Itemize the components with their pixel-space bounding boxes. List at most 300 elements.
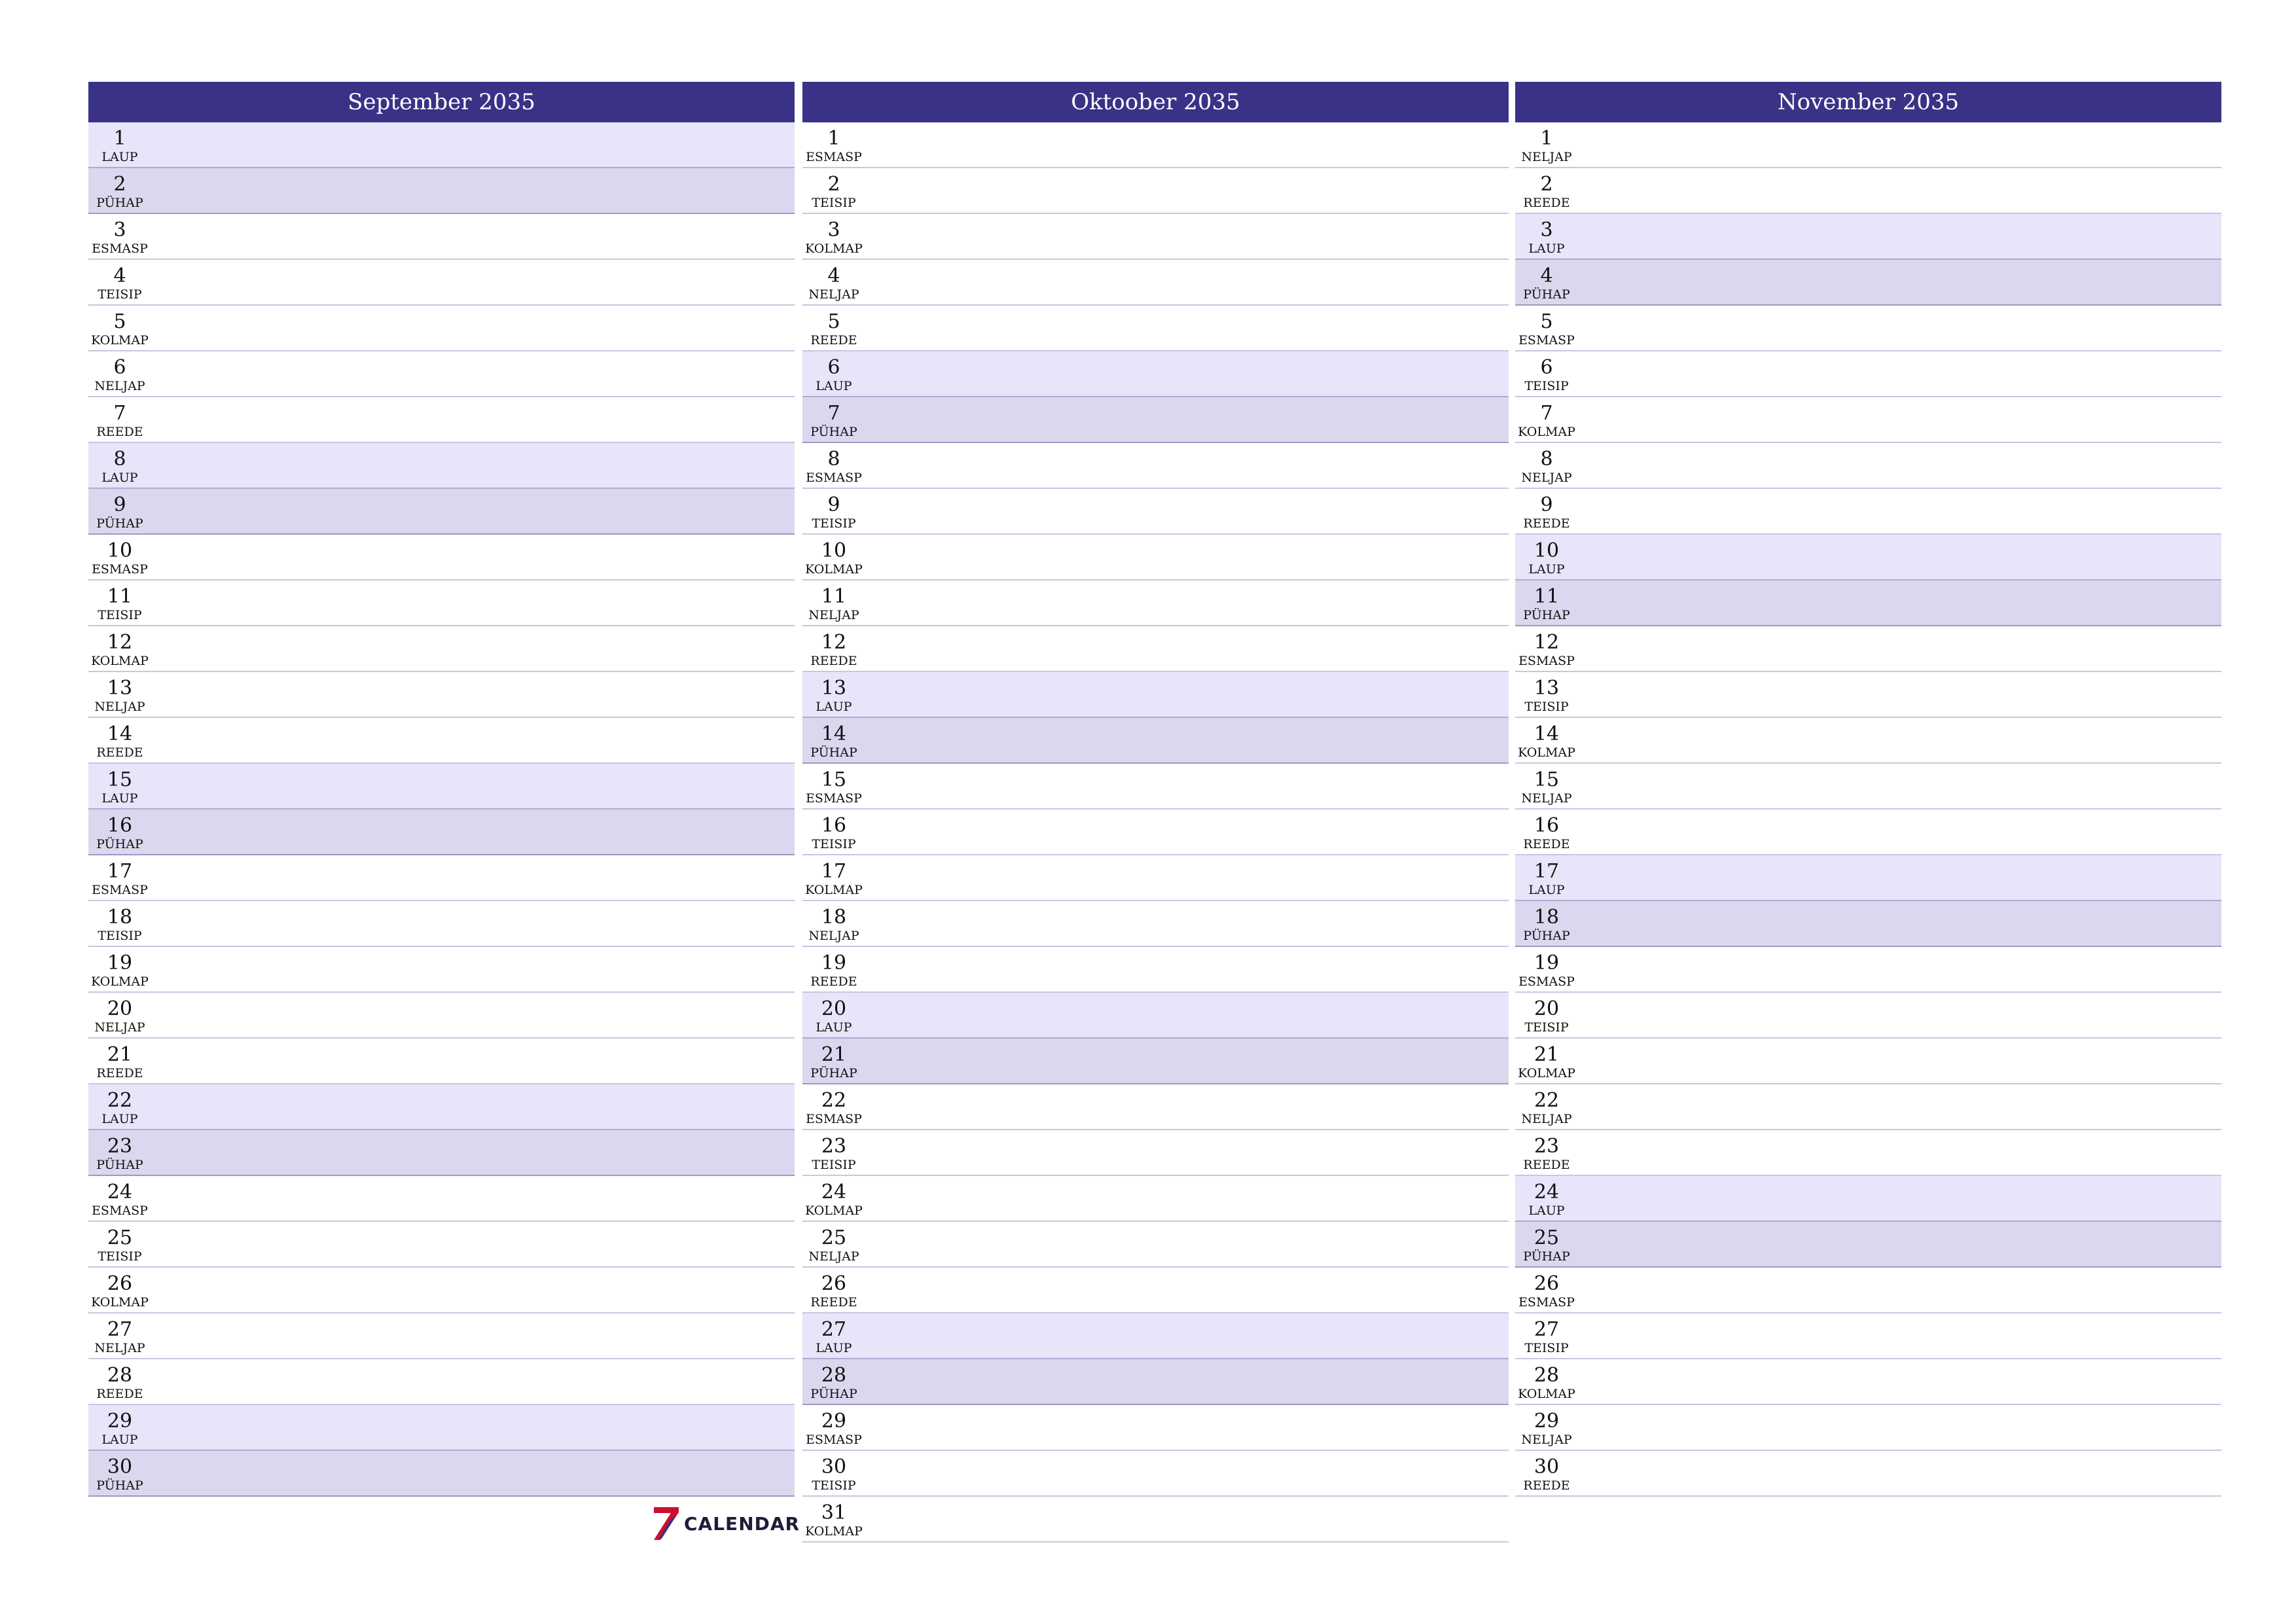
day-label (1515, 1084, 1578, 1126)
weekday-name: TEISIP (812, 516, 856, 531)
day-label (88, 397, 151, 438)
day-row (1515, 397, 2221, 443)
day-row (88, 1313, 795, 1359)
day-label (88, 122, 151, 164)
weekday-name: KOLMAP (805, 562, 863, 577)
day-label (802, 764, 865, 805)
day-label (88, 1313, 151, 1355)
day-number: 27 (107, 1318, 133, 1341)
weekday-name: LAUP (816, 1020, 852, 1035)
day-number: 26 (107, 1272, 133, 1295)
day-list (802, 122, 1509, 1543)
weekday-name: LAUP (101, 791, 138, 806)
day-label (802, 993, 865, 1034)
day-number: 29 (107, 1410, 133, 1433)
day-label (88, 947, 151, 988)
day-number: 27 (1534, 1318, 1560, 1341)
day-row (802, 1039, 1509, 1084)
weekday-name: ESMASP (1518, 1295, 1575, 1310)
day-label (1515, 260, 1578, 301)
day-row (802, 1084, 1509, 1130)
day-number: 14 (107, 722, 133, 745)
day-number: 10 (1534, 539, 1560, 562)
day-number: 19 (821, 952, 847, 974)
weekday-name: REEDE (1523, 1158, 1570, 1172)
day-label (1515, 993, 1578, 1034)
weekday-name: PÜHAP (96, 837, 143, 851)
day-label (1515, 489, 1578, 530)
weekday-name: LAUP (1528, 241, 1565, 256)
day-label (88, 260, 151, 301)
day-row (802, 1176, 1509, 1222)
day-label (802, 718, 865, 759)
weekday-name: KOLMAP (805, 241, 863, 256)
day-number: 3 (827, 219, 840, 241)
day-label (1515, 397, 1578, 438)
weekday-name: KOLMAP (805, 883, 863, 897)
day-label (1515, 306, 1578, 347)
day-number: 14 (821, 722, 847, 745)
day-row (802, 718, 1509, 764)
day-number: 15 (1534, 768, 1560, 791)
day-row (802, 214, 1509, 260)
day-label (1515, 351, 1578, 393)
day-label (802, 1313, 865, 1355)
weekday-name: KOLMAP (91, 333, 149, 348)
day-number: 6 (1540, 356, 1553, 379)
weekday-name: KOLMAP (91, 974, 149, 989)
day-number: 28 (107, 1364, 133, 1387)
day-number: 13 (107, 677, 133, 700)
weekday-name: LAUP (1528, 562, 1565, 577)
day-number: 22 (107, 1089, 133, 1112)
weekday-name: ESMASP (806, 1112, 862, 1126)
weekday-name: NELJAP (808, 1249, 859, 1264)
day-label (1515, 1313, 1578, 1355)
day-row (1515, 580, 2221, 626)
day-number: 8 (1540, 448, 1553, 471)
day-number: 4 (1540, 264, 1553, 287)
day-row (88, 764, 795, 810)
day-label (802, 214, 865, 255)
day-number: 13 (1534, 677, 1560, 700)
day-row (1515, 260, 2221, 306)
weekday-name: TEISIP (1524, 700, 1569, 714)
day-row (88, 535, 795, 580)
brand-text: CALENDAR (684, 1512, 800, 1535)
day-row (88, 1130, 795, 1176)
day-number: 11 (821, 585, 847, 608)
weekday-name: ESMASP (1518, 333, 1575, 348)
weekday-name: REEDE (96, 425, 143, 439)
day-row (802, 397, 1509, 443)
day-row (802, 1313, 1509, 1359)
weekday-name: LAUP (1528, 1204, 1565, 1218)
day-label (88, 672, 151, 713)
day-row (88, 1176, 795, 1222)
day-number: 8 (113, 448, 126, 471)
day-number: 1 (827, 127, 840, 150)
day-row (1515, 1313, 2221, 1359)
weekday-name: NELJAP (1521, 1433, 1572, 1447)
day-row (1515, 1359, 2221, 1405)
weekday-name: REEDE (96, 1387, 143, 1401)
weekday-name: PÜHAP (810, 425, 857, 439)
day-row (1515, 672, 2221, 718)
weekday-name: REEDE (1523, 516, 1570, 531)
day-row (1515, 122, 2221, 168)
weekday-name: TEISIP (1524, 1020, 1569, 1035)
day-row (88, 626, 795, 672)
month-title: Oktoober 2035 (802, 82, 1509, 122)
day-number: 17 (1534, 860, 1560, 883)
day-label (802, 1405, 865, 1446)
weekday-name: KOLMAP (91, 1295, 149, 1310)
day-row (88, 260, 795, 306)
day-number: 4 (113, 264, 126, 287)
day-label (802, 626, 865, 668)
weekday-name: NELJAP (94, 1341, 145, 1355)
weekday-name: TEISIP (98, 287, 142, 302)
day-row (1515, 993, 2221, 1039)
day-number: 24 (107, 1181, 133, 1204)
day-label (1515, 1268, 1578, 1309)
weekday-name: TEISIP (98, 608, 142, 622)
weekday-name: ESMASP (806, 471, 862, 485)
weekday-name: TEISIP (98, 929, 142, 943)
day-row (1515, 810, 2221, 855)
day-label (88, 168, 151, 209)
month-title: November 2035 (1515, 82, 2221, 122)
day-row (802, 1130, 1509, 1176)
day-number: 7 (113, 402, 126, 425)
weekday-name: ESMASP (1518, 974, 1575, 989)
weekday-name: ESMASP (92, 1204, 148, 1218)
weekday-name: TEISIP (812, 1478, 856, 1493)
day-row (802, 1405, 1509, 1451)
weekday-name: NELJAP (1521, 791, 1572, 806)
day-row (1515, 1176, 2221, 1222)
day-label (1515, 626, 1578, 668)
weekday-name: REEDE (1523, 1478, 1570, 1493)
day-label (802, 397, 865, 438)
day-label (802, 901, 865, 942)
weekday-name: REEDE (810, 333, 857, 348)
weekday-name: PÜHAP (810, 1066, 857, 1080)
day-label (88, 489, 151, 530)
day-label (802, 1084, 865, 1126)
day-row (88, 947, 795, 993)
weekday-name: ESMASP (92, 241, 148, 256)
day-row (1515, 1039, 2221, 1084)
day-number: 18 (1534, 906, 1560, 929)
day-label (802, 672, 865, 713)
day-row (802, 122, 1509, 168)
day-number: 20 (107, 997, 133, 1020)
day-row (802, 535, 1509, 580)
day-label (88, 1039, 151, 1080)
day-label (1515, 1222, 1578, 1263)
day-label (88, 1405, 151, 1446)
day-row (88, 443, 795, 489)
weekday-name: NELJAP (94, 700, 145, 714)
day-number: 18 (107, 906, 133, 929)
day-label (88, 351, 151, 393)
day-row (1515, 1130, 2221, 1176)
day-number: 21 (821, 1043, 847, 1066)
day-label (802, 855, 865, 897)
day-row (1515, 1084, 2221, 1130)
weekday-name: NELJAP (808, 929, 859, 943)
weekday-name: LAUP (1528, 883, 1565, 897)
day-row (802, 443, 1509, 489)
day-number: 1 (113, 127, 126, 150)
day-label (88, 855, 151, 897)
day-label (88, 810, 151, 851)
day-label (1515, 947, 1578, 988)
weekday-name: NELJAP (1521, 471, 1572, 485)
day-number: 9 (827, 493, 840, 516)
weekday-name: NELJAP (1521, 150, 1572, 164)
day-number: 22 (821, 1089, 847, 1112)
day-number: 5 (827, 310, 840, 333)
day-number: 24 (821, 1181, 847, 1204)
day-row (802, 855, 1509, 901)
day-number: 19 (1534, 952, 1560, 974)
weekday-name: KOLMAP (1518, 425, 1575, 439)
day-label (1515, 1451, 1578, 1492)
day-label (88, 535, 151, 576)
day-row (88, 580, 795, 626)
day-row (88, 122, 795, 168)
seven-logo-icon (653, 1506, 680, 1541)
day-label (88, 1451, 151, 1492)
day-label (802, 947, 865, 988)
weekday-name: REEDE (1523, 196, 1570, 210)
day-number: 11 (107, 585, 133, 608)
day-label (88, 306, 151, 347)
weekday-name: ESMASP (806, 791, 862, 806)
day-row (802, 306, 1509, 351)
day-label (1515, 1039, 1578, 1080)
day-row (1515, 855, 2221, 901)
day-number: 16 (107, 814, 133, 837)
day-label (88, 1176, 151, 1217)
day-label (1515, 901, 1578, 942)
day-label (88, 1084, 151, 1126)
day-label (88, 1130, 151, 1171)
day-row (1515, 901, 2221, 947)
weekday-name: TEISIP (812, 837, 856, 851)
day-row (802, 1268, 1509, 1313)
day-row (1515, 535, 2221, 580)
day-number: 8 (827, 448, 840, 471)
day-row (88, 1222, 795, 1268)
day-row (1515, 489, 2221, 535)
day-row (802, 626, 1509, 672)
day-number: 10 (107, 539, 133, 562)
weekday-name: LAUP (816, 379, 852, 393)
day-row (802, 351, 1509, 397)
day-row (1515, 626, 2221, 672)
day-row (88, 306, 795, 351)
weekday-name: NELJAP (808, 287, 859, 302)
day-number: 21 (107, 1043, 133, 1066)
day-row (1515, 1222, 2221, 1268)
day-label (1515, 810, 1578, 851)
day-row (1515, 351, 2221, 397)
weekday-name: KOLMAP (805, 1524, 863, 1539)
month-september (88, 82, 795, 1497)
weekday-name: PÜHAP (1523, 608, 1570, 622)
day-row (1515, 947, 2221, 993)
day-label (802, 168, 865, 209)
weekday-name: PÜHAP (96, 1158, 143, 1172)
day-number: 15 (107, 768, 133, 791)
day-number: 3 (1540, 219, 1553, 241)
weekday-name: ESMASP (92, 562, 148, 577)
day-label (802, 489, 865, 530)
day-number: 20 (821, 997, 847, 1020)
day-number: 12 (1534, 631, 1560, 654)
day-label (1515, 535, 1578, 576)
day-label (1515, 214, 1578, 255)
day-number: 30 (107, 1455, 133, 1478)
day-row (88, 993, 795, 1039)
weekday-name: KOLMAP (1518, 745, 1575, 760)
day-row (802, 1222, 1509, 1268)
day-number: 14 (1534, 722, 1560, 745)
day-number: 27 (821, 1318, 847, 1341)
weekday-name: ESMASP (806, 150, 862, 164)
day-number: 28 (1534, 1364, 1560, 1387)
day-row (802, 580, 1509, 626)
day-label (802, 122, 865, 164)
day-label (802, 1130, 865, 1171)
day-row (88, 168, 795, 214)
day-label (1515, 672, 1578, 713)
day-number: 10 (821, 539, 847, 562)
day-number: 26 (821, 1272, 847, 1295)
day-number: 5 (1540, 310, 1553, 333)
day-number: 4 (827, 264, 840, 287)
day-row (88, 1084, 795, 1130)
day-number: 2 (1540, 173, 1553, 196)
day-row (1515, 1268, 2221, 1313)
day-number: 16 (821, 814, 847, 837)
day-row (802, 764, 1509, 810)
day-number: 22 (1534, 1089, 1560, 1112)
day-row (1515, 168, 2221, 214)
day-label (88, 214, 151, 255)
day-number: 2 (113, 173, 126, 196)
weekday-name: TEISIP (98, 1249, 142, 1264)
day-label (1515, 1359, 1578, 1400)
day-number: 17 (821, 860, 847, 883)
day-label (802, 306, 865, 347)
day-number: 18 (821, 906, 847, 929)
weekday-name: ESMASP (1518, 654, 1575, 668)
weekday-name: NELJAP (94, 379, 145, 393)
day-row (88, 810, 795, 855)
day-label (88, 1359, 151, 1400)
weekday-name: PÜHAP (96, 1478, 143, 1493)
day-label (1515, 168, 1578, 209)
day-label (88, 993, 151, 1034)
day-number: 6 (113, 356, 126, 379)
day-label (802, 535, 865, 576)
day-number: 6 (827, 356, 840, 379)
day-label (802, 351, 865, 393)
day-row (802, 993, 1509, 1039)
day-number: 19 (107, 952, 133, 974)
day-row (802, 901, 1509, 947)
weekday-name: PÜHAP (96, 516, 143, 531)
weekday-name: NELJAP (94, 1020, 145, 1035)
weekday-name: REEDE (1523, 837, 1570, 851)
day-row (88, 351, 795, 397)
weekday-name: LAUP (101, 150, 138, 164)
day-label (88, 626, 151, 668)
month-oktoober (802, 82, 1509, 1543)
day-row (88, 1405, 795, 1451)
weekday-name: REEDE (96, 1066, 143, 1080)
weekday-name: TEISIP (812, 1158, 856, 1172)
weekday-name: PÜHAP (1523, 287, 1570, 302)
day-list (1515, 122, 2221, 1497)
weekday-name: REEDE (810, 654, 857, 668)
day-number: 11 (1534, 585, 1560, 608)
day-label (802, 1176, 865, 1217)
weekday-name: LAUP (816, 1341, 852, 1355)
day-label (802, 443, 865, 484)
day-label (1515, 1405, 1578, 1446)
day-label (1515, 764, 1578, 805)
day-number: 15 (821, 768, 847, 791)
weekday-name: ESMASP (806, 1433, 862, 1447)
day-row (1515, 214, 2221, 260)
month-title: September 2035 (88, 82, 795, 122)
day-label (1515, 718, 1578, 759)
day-row (802, 168, 1509, 214)
day-row (88, 214, 795, 260)
day-row (1515, 1405, 2221, 1451)
day-number: 5 (113, 310, 126, 333)
day-row (1515, 306, 2221, 351)
day-number: 16 (1534, 814, 1560, 837)
weekday-name: REEDE (96, 745, 143, 760)
day-label (802, 1359, 865, 1400)
day-number: 25 (1534, 1226, 1560, 1249)
day-row (1515, 443, 2221, 489)
day-row (802, 810, 1509, 855)
day-label (1515, 122, 1578, 164)
day-row (802, 260, 1509, 306)
weekday-name: KOLMAP (91, 654, 149, 668)
day-number: 30 (821, 1455, 847, 1478)
day-row (88, 855, 795, 901)
weekday-name: PÜHAP (810, 745, 857, 760)
weekday-name: NELJAP (808, 608, 859, 622)
day-row (802, 1497, 1509, 1543)
weekday-name: REEDE (810, 974, 857, 989)
day-label (802, 1268, 865, 1309)
day-label (88, 901, 151, 942)
day-number: 9 (1540, 493, 1553, 516)
day-number: 23 (821, 1135, 847, 1158)
day-label (802, 1222, 865, 1263)
weekday-name: PÜHAP (1523, 929, 1570, 943)
